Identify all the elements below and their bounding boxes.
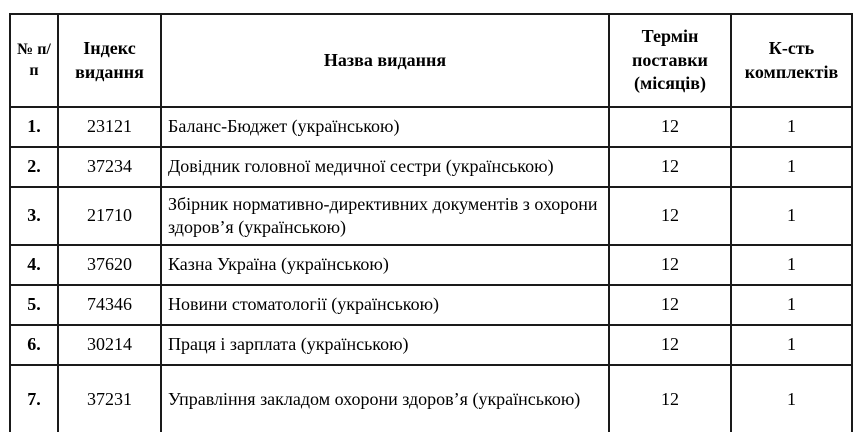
header-row: [10, 14, 852, 107]
cell-title: Праця і зарплата (українською): [161, 325, 609, 365]
cell-index: 37234: [58, 147, 161, 187]
table-row: [10, 107, 852, 147]
cell-qty: 1: [731, 245, 852, 285]
cell-term: 12: [609, 187, 731, 245]
cell-num: 5.: [10, 285, 58, 325]
subscription-table: [9, 13, 853, 432]
column-header-term: Термін поставки (місяців): [609, 14, 731, 107]
cell-index: 74346: [58, 285, 161, 325]
cell-term: 12: [609, 285, 731, 325]
cell-num: 2.: [10, 147, 58, 187]
cell-qty: 1: [731, 325, 852, 365]
table-row: [10, 325, 852, 365]
column-header-num: № п/п: [10, 14, 58, 107]
table-row: [10, 285, 852, 325]
cell-title: Збірник нормативно-директивних документів з охорони здоров’я (українською): [161, 187, 609, 245]
cell-num: 4.: [10, 245, 58, 285]
cell-index: 37620: [58, 245, 161, 285]
cell-num: 1.: [10, 107, 58, 147]
table-row: [10, 147, 852, 187]
cell-title: Довідник головної медичної сестри (українською): [161, 147, 609, 187]
cell-index: 37231: [58, 365, 161, 432]
column-header-qty: К-сть комплектів: [731, 14, 852, 107]
cell-term: 12: [609, 147, 731, 187]
cell-num: 3.: [10, 187, 58, 245]
table-row: [10, 365, 852, 432]
cell-qty: 1: [731, 107, 852, 147]
cell-term: 12: [609, 107, 731, 147]
table-row: [10, 187, 852, 245]
column-header-title: Назва видання: [161, 14, 609, 107]
cell-term: 12: [609, 325, 731, 365]
cell-title: Новини стоматології (українською): [161, 285, 609, 325]
cell-index: 30214: [58, 325, 161, 365]
cell-title: Баланс-Бюджет (українською): [161, 107, 609, 147]
cell-index: 23121: [58, 107, 161, 147]
column-header-index: Індекс видання: [58, 14, 161, 107]
cell-qty: 1: [731, 365, 852, 432]
cell-qty: 1: [731, 285, 852, 325]
cell-num: 7.: [10, 365, 58, 432]
table-header: [10, 14, 852, 107]
cell-term: 12: [609, 365, 731, 432]
cell-num: 6.: [10, 325, 58, 365]
cell-term: 12: [609, 245, 731, 285]
table-row: [10, 245, 852, 285]
cell-qty: 1: [731, 187, 852, 245]
table-body: [10, 107, 852, 432]
cell-index: 21710: [58, 187, 161, 245]
cell-title: Казна Україна (українською): [161, 245, 609, 285]
cell-qty: 1: [731, 147, 852, 187]
cell-title: Управління закладом охорони здоров’я (українською): [161, 365, 609, 432]
